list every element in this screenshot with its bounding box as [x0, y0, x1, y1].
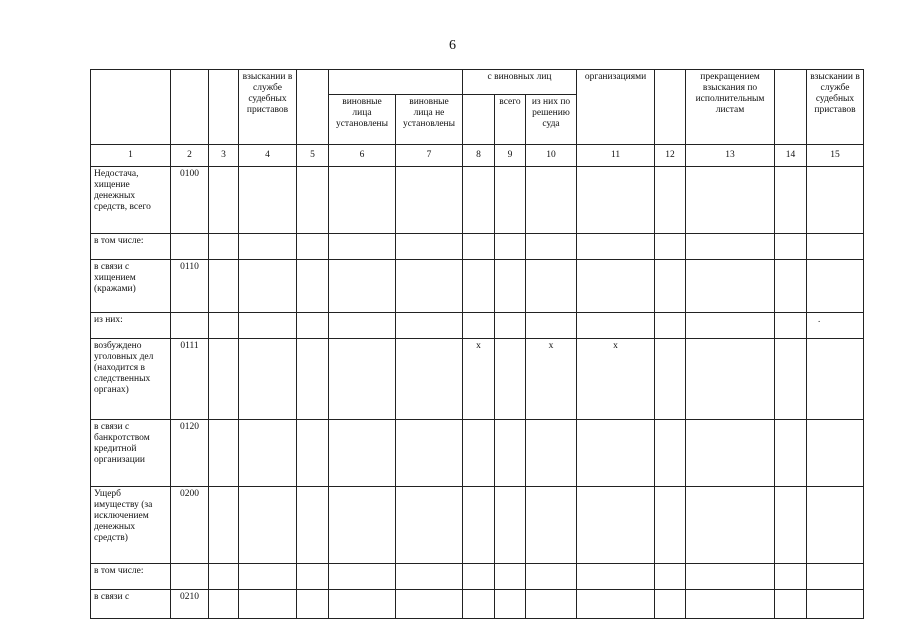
table-cell: [526, 313, 577, 339]
table-cell: [463, 564, 495, 590]
table-cell: [209, 313, 239, 339]
table-cell: [329, 564, 396, 590]
table-cell: [655, 487, 686, 564]
table-cell: [396, 564, 463, 590]
table-cell: [495, 590, 526, 619]
table-cell: [396, 487, 463, 564]
column-number: 7: [396, 145, 463, 167]
table-cell: [775, 313, 807, 339]
table-cell: [686, 487, 775, 564]
table-cell: [239, 339, 297, 420]
table-cell: [209, 339, 239, 420]
table-cell: [239, 590, 297, 619]
table-cell: [577, 590, 655, 619]
table-cell: [526, 590, 577, 619]
table-cell: [775, 564, 807, 590]
column-number: 3: [209, 145, 239, 167]
table-cell: [526, 260, 577, 313]
column-number: 9: [495, 145, 526, 167]
table-cell: [655, 167, 686, 234]
header-cell-1: [91, 70, 171, 145]
row-label: в связи с хищением (кражами): [91, 260, 171, 313]
row-label: в связи с банкротством кредитной организации: [91, 420, 171, 487]
table-cell: [577, 234, 655, 260]
table-cell: [686, 234, 775, 260]
table-cell: [297, 564, 329, 590]
table-cell: [396, 420, 463, 487]
row-code: 0210: [171, 590, 209, 619]
table-cell: [463, 234, 495, 260]
table-cell: [577, 487, 655, 564]
header-row-top: [91, 70, 864, 95]
table-row: [91, 487, 864, 564]
row-label: в связи с: [91, 590, 171, 619]
table-cell: [463, 487, 495, 564]
column-number: 1: [91, 145, 171, 167]
table-cell: [577, 260, 655, 313]
table-cell: [495, 167, 526, 234]
table-cell: [495, 339, 526, 420]
table-cell: [495, 487, 526, 564]
table-cell: [463, 590, 495, 619]
table-cell: [297, 590, 329, 619]
row-label: в том числе:: [91, 564, 171, 590]
header-cell-11: организациями: [577, 70, 655, 145]
column-number: 5: [297, 145, 329, 167]
table-body: [91, 167, 864, 619]
table-cell: [209, 234, 239, 260]
table-cell: [807, 260, 864, 313]
table-cell: [329, 590, 396, 619]
row-code: 0120: [171, 420, 209, 487]
table-cell: [577, 420, 655, 487]
table-cell: [807, 590, 864, 619]
table-cell: [239, 487, 297, 564]
table-cell: [463, 420, 495, 487]
table-cell: [526, 564, 577, 590]
table-cell: [807, 339, 864, 420]
header-cell-7: виновные лица не установлены: [396, 95, 463, 145]
table-cell: [209, 564, 239, 590]
table-cell: [329, 487, 396, 564]
table-cell: [655, 234, 686, 260]
table-cell: [526, 420, 577, 487]
table-cell: [495, 313, 526, 339]
column-number: 15: [807, 145, 864, 167]
table-cell: [526, 234, 577, 260]
table-cell: [577, 313, 655, 339]
table-cell: [239, 313, 297, 339]
table-cell: [775, 339, 807, 420]
table-cell: [807, 167, 864, 234]
header-cell-12: [655, 70, 686, 145]
table-cell: [297, 234, 329, 260]
row-label: в том числе:: [91, 234, 171, 260]
table-row: [91, 590, 864, 619]
table-cell: [686, 313, 775, 339]
table-cell: [239, 260, 297, 313]
table-cell: [807, 313, 864, 339]
column-number: 6: [329, 145, 396, 167]
table-cell: [686, 564, 775, 590]
table-cell: [297, 313, 329, 339]
row-code: 0100: [171, 167, 209, 234]
stray-mark: .: [818, 314, 821, 324]
header-cell-9: всего: [495, 95, 526, 145]
column-number: 4: [239, 145, 297, 167]
table-cell: [577, 564, 655, 590]
table-cell: [329, 420, 396, 487]
header-cell-3: [209, 70, 239, 145]
row-code: [171, 564, 209, 590]
row-code: 0110: [171, 260, 209, 313]
table-cell: [329, 339, 396, 420]
row-label: Ущерб имуществу (за исключением денежных средств): [91, 487, 171, 564]
row-code: [171, 313, 209, 339]
table-cell: [239, 234, 297, 260]
table-cell: [297, 260, 329, 313]
header-cell-10: из них по решению суда: [526, 95, 577, 145]
table-cell: [297, 339, 329, 420]
table-cell: [329, 260, 396, 313]
column-number: 14: [775, 145, 807, 167]
row-code: 0200: [171, 487, 209, 564]
table-row: [91, 167, 864, 234]
table-cell: [396, 260, 463, 313]
header-cell-2: [171, 70, 209, 145]
table-cell: [396, 313, 463, 339]
column-number: 11: [577, 145, 655, 167]
column-number: 8: [463, 145, 495, 167]
table-cell: [209, 260, 239, 313]
form-table: [90, 69, 864, 619]
table-cell: [209, 487, 239, 564]
table-cell: [463, 313, 495, 339]
table-cell: [495, 234, 526, 260]
table-cell: [329, 167, 396, 234]
header-cell-15: взыскании в службе судебных приставов: [807, 70, 864, 145]
column-number: 13: [686, 145, 775, 167]
row-code: 0111: [171, 339, 209, 420]
table-cell: [396, 339, 463, 420]
table-cell: [577, 167, 655, 234]
table-row: [91, 420, 864, 487]
header-cell-6-7-group: [329, 70, 463, 95]
table-cell: [239, 564, 297, 590]
page-number: 6: [449, 38, 456, 53]
table-cell: [396, 167, 463, 234]
table-cell: [463, 167, 495, 234]
table-cell: [526, 167, 577, 234]
table-row: [91, 234, 864, 260]
cell-mark: x: [526, 339, 577, 420]
cell-mark: x: [463, 339, 495, 420]
table-cell: [209, 590, 239, 619]
table-cell: [686, 260, 775, 313]
table-cell: [807, 487, 864, 564]
column-number: 10: [526, 145, 577, 167]
row-label: Недостача, хищение денежных средств, всего: [91, 167, 171, 234]
column-number: 12: [655, 145, 686, 167]
table-cell: [495, 260, 526, 313]
table-cell: [396, 234, 463, 260]
table-cell: [655, 313, 686, 339]
table-row: [91, 564, 864, 590]
table-cell: [655, 420, 686, 487]
table-cell: [297, 487, 329, 564]
table-cell: [463, 260, 495, 313]
column-number: 2: [171, 145, 209, 167]
table-cell: [495, 564, 526, 590]
header-cell-4: взыскании в службе судебных приставов: [239, 70, 297, 145]
table-cell: [655, 260, 686, 313]
header-cell-8: [463, 95, 495, 145]
table-cell: [655, 564, 686, 590]
table-cell: [297, 420, 329, 487]
table-cell: [686, 339, 775, 420]
table-row: [91, 260, 864, 313]
table-cell: [655, 339, 686, 420]
header-cell-8-10: с виновных лиц: [463, 70, 577, 95]
table-row: [91, 313, 864, 339]
table-cell: [775, 590, 807, 619]
table-cell: [775, 420, 807, 487]
table-cell: [807, 234, 864, 260]
table-cell: [807, 564, 864, 590]
table-cell: [775, 487, 807, 564]
column-number-row: [91, 145, 864, 167]
table-cell: [655, 590, 686, 619]
cell-mark: x: [577, 339, 655, 420]
header-cell-6: виновные лица установлены: [329, 95, 396, 145]
table-cell: [775, 260, 807, 313]
row-code: [171, 234, 209, 260]
table-cell: [775, 167, 807, 234]
row-label: возбуждено уголовных дел (находится в следственных органах): [91, 339, 171, 420]
row-label: из них:: [91, 313, 171, 339]
table-cell: [686, 167, 775, 234]
table-cell: [329, 313, 396, 339]
table-cell: [297, 167, 329, 234]
table-cell: [775, 234, 807, 260]
table-cell: [495, 420, 526, 487]
table-cell: [239, 167, 297, 234]
table-cell: [686, 420, 775, 487]
table-row: [91, 339, 864, 420]
header-cell-5: [297, 70, 329, 145]
header-cell-14: [775, 70, 807, 145]
table-cell: [807, 420, 864, 487]
table-cell: [239, 420, 297, 487]
table-cell: [526, 487, 577, 564]
table-cell: [209, 420, 239, 487]
table-cell: [686, 590, 775, 619]
table-cell: [329, 234, 396, 260]
table-cell: [209, 167, 239, 234]
table-cell: [396, 590, 463, 619]
header-cell-13: прекращением взыскания по исполнительным листам: [686, 70, 775, 145]
